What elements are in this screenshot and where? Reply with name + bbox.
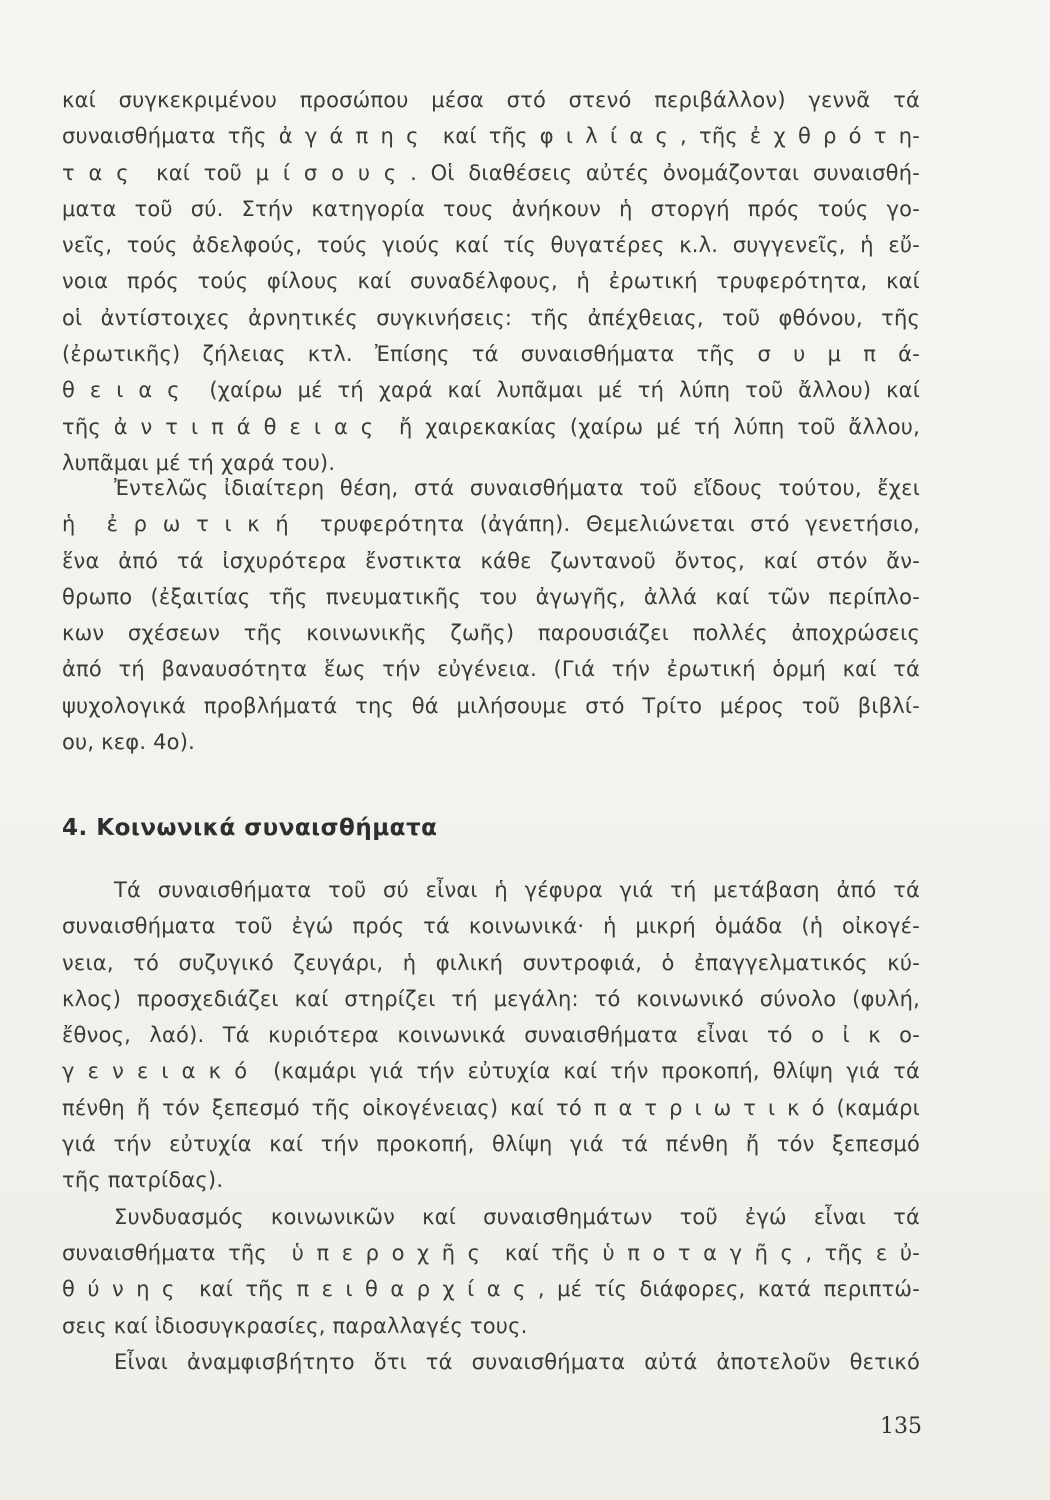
text-line: πένθη ἤ τόν ξεπεσμό τῆς οἰκογένειας) καί τό π α τ ρ ι ω τ ι κ ό (καμάρι	[62, 1095, 920, 1120]
paragraph-erotic-tenderness	[62, 470, 920, 760]
text-line: καί συγκεκριμένου προσώπου μέσα στό στενό περιβάλλον) γεννᾶ τά	[62, 88, 920, 112]
text-line: τῆς ἀ ν τ ι π ά θ ε ι α ς ἤ χαιρεκακίας (χαίρω μέ τή λύπη τοῦ ἄλλου,	[62, 414, 920, 439]
text-line: θ ε ι α ς (χαίρω μέ τή χαρά καί λυπᾶμαι μέ τή λύπη τοῦ ἄλλου) καί	[62, 378, 920, 403]
text-line: συναισθήματα τῆς ἀ γ ά π η ς καί τῆς φ ι λ ί α ς , τῆς ἐ χ θ ρ ό τ η-	[62, 124, 920, 149]
text-line: νεῖς, τούς ἀδελφούς, τούς γιούς καί τίς θυγατέρες κ.λ. συγγενεῖς, ἡ εὔ-	[62, 233, 920, 258]
text-line: ἕνα ἀπό τά ἰσχυρότερα ἔνστικτα κάθε ζωντανοῦ ὄντος, καί στόν ἄν-	[62, 548, 920, 573]
text-line: Συνδυασμός κοινωνικῶν καί συναισθημάτων τοῦ ἐγώ εἶναι τά	[114, 1204, 920, 1229]
text-line: νεια, τό συζυγικό ζευγάρι, ἡ φιλική συντροφιά, ὁ ἐπαγγελματικός κύ-	[62, 950, 920, 975]
text-line: (ἐρωτικῆς) ζήλειας κτλ. Ἐπίσης τά συναισθήματα τῆς σ υ μ π ά-	[62, 342, 920, 367]
text-line: συναισθήματα τῆς ὑ π ε ρ ο χ ῆ ς καί τῆς ὑ π ο τ α γ ῆ ς , τῆς ε ὐ-	[62, 1240, 920, 1265]
page-number: 135	[880, 1414, 922, 1439]
text-line: τ α ς καί τοῦ μ ί σ ο υ ς . Οἱ διαθέσεις αὐτές ὀνομάζονται συναισθή-	[62, 160, 920, 185]
paragraph-social-feelings	[62, 872, 920, 1380]
text-line: ἔθνος, λαό). Τά κυριότερα κοινωνικά συναισθήματα εἶναι τό ο ἰ κ ο-	[62, 1023, 920, 1048]
text-line: κων σχέσεων τῆς κοινωνικῆς ζωῆς) παρουσιάζει πολλές ἀποχρώσεις	[62, 621, 920, 646]
text-line: νοια πρός τούς φίλους καί συναδέλφους, ἡ ἐρωτική τρυφερότητα, καί	[62, 269, 920, 294]
text-line: κλος) προσχεδιάζει καί στηρίζει τή μεγάλη: τό κοινωνικό σύνολο (φυλή,	[62, 986, 920, 1011]
text-line: σεις καί ἰδιοσυγκρασίες, παραλλαγές τους.	[62, 1313, 528, 1338]
text-line: ου, κεφ. 4ο).	[62, 730, 195, 755]
text-line: Τά συναισθήματα τοῦ σύ εἶναι ἡ γέφυρα γιά τή μετάβαση ἀπό τά	[114, 878, 920, 902]
paragraph-continued	[62, 82, 920, 481]
text-line: γ ε ν ε ι α κ ό (καμάρι γιά τήν εὐτυχία καί τήν προκοπή, θλίψη γιά τά	[62, 1059, 920, 1084]
text-line: θ ύ ν η ς καί τῆς π ε ι θ α ρ χ ί α ς , μέ τίς διάφορες, κατά περιπτώ-	[62, 1277, 920, 1302]
text-line: ἀπό τή βαναυσότητα ἕως τήν εὐγένεια. (Γιά τήν ἐρωτική ὁρμή καί τά	[62, 657, 920, 682]
text-line: ψυχολογικά προβλήματά της θά μιλήσουμε στό Τρίτο μέρος τοῦ βιβλί-	[62, 693, 920, 718]
text-line: τῆς πατρίδας).	[62, 1168, 224, 1193]
text-line: οἱ ἀντίστοιχες ἀρνητικές συγκινήσεις: τῆς ἀπέχθειας, τοῦ φθόνου, τῆς	[62, 305, 920, 330]
text-line: γιά τήν εὐτυχία καί τήν προκοπή, θλίψη γιά τά πένθη ἤ τόν ξεπεσμό	[62, 1132, 920, 1157]
text-line: λυπᾶμαι μέ τή χαρά του).	[62, 450, 336, 475]
text-line: θρωπο (ἐξαιτίας τῆς πνευματικῆς του ἀγωγῆς, ἀλλά καί τῶν περίπλο-	[62, 584, 920, 609]
text-line: ματα τοῦ σύ. Στήν κατηγορία τους ἀνήκουν ἡ στοργή πρός τούς γο-	[62, 196, 920, 221]
text-line: Ἐντελῶς ἰδιαίτερη θέση, στά συναισθήματα τοῦ εἴδους τούτου, ἔχει	[114, 476, 920, 500]
text-line: συναισθήματα τοῦ ἐγώ πρός τά κοινωνικά· ἡ μικρή ὁμάδα (ἡ οἰκογέ-	[62, 914, 920, 939]
section-heading: 4. Κοινωνικά συναισθήματα	[62, 815, 438, 841]
text-line: ἡ ἐ ρ ω τ ι κ ή τρυφερότητα (ἀγάπη). Θεμελιώνεται στό γενετήσιο,	[62, 512, 920, 537]
text-line: Εἶναι ἀναμφισβήτητο ὅτι τά συναισθήματα αὐτά ἀποτελοῦν θετικό	[114, 1349, 920, 1374]
